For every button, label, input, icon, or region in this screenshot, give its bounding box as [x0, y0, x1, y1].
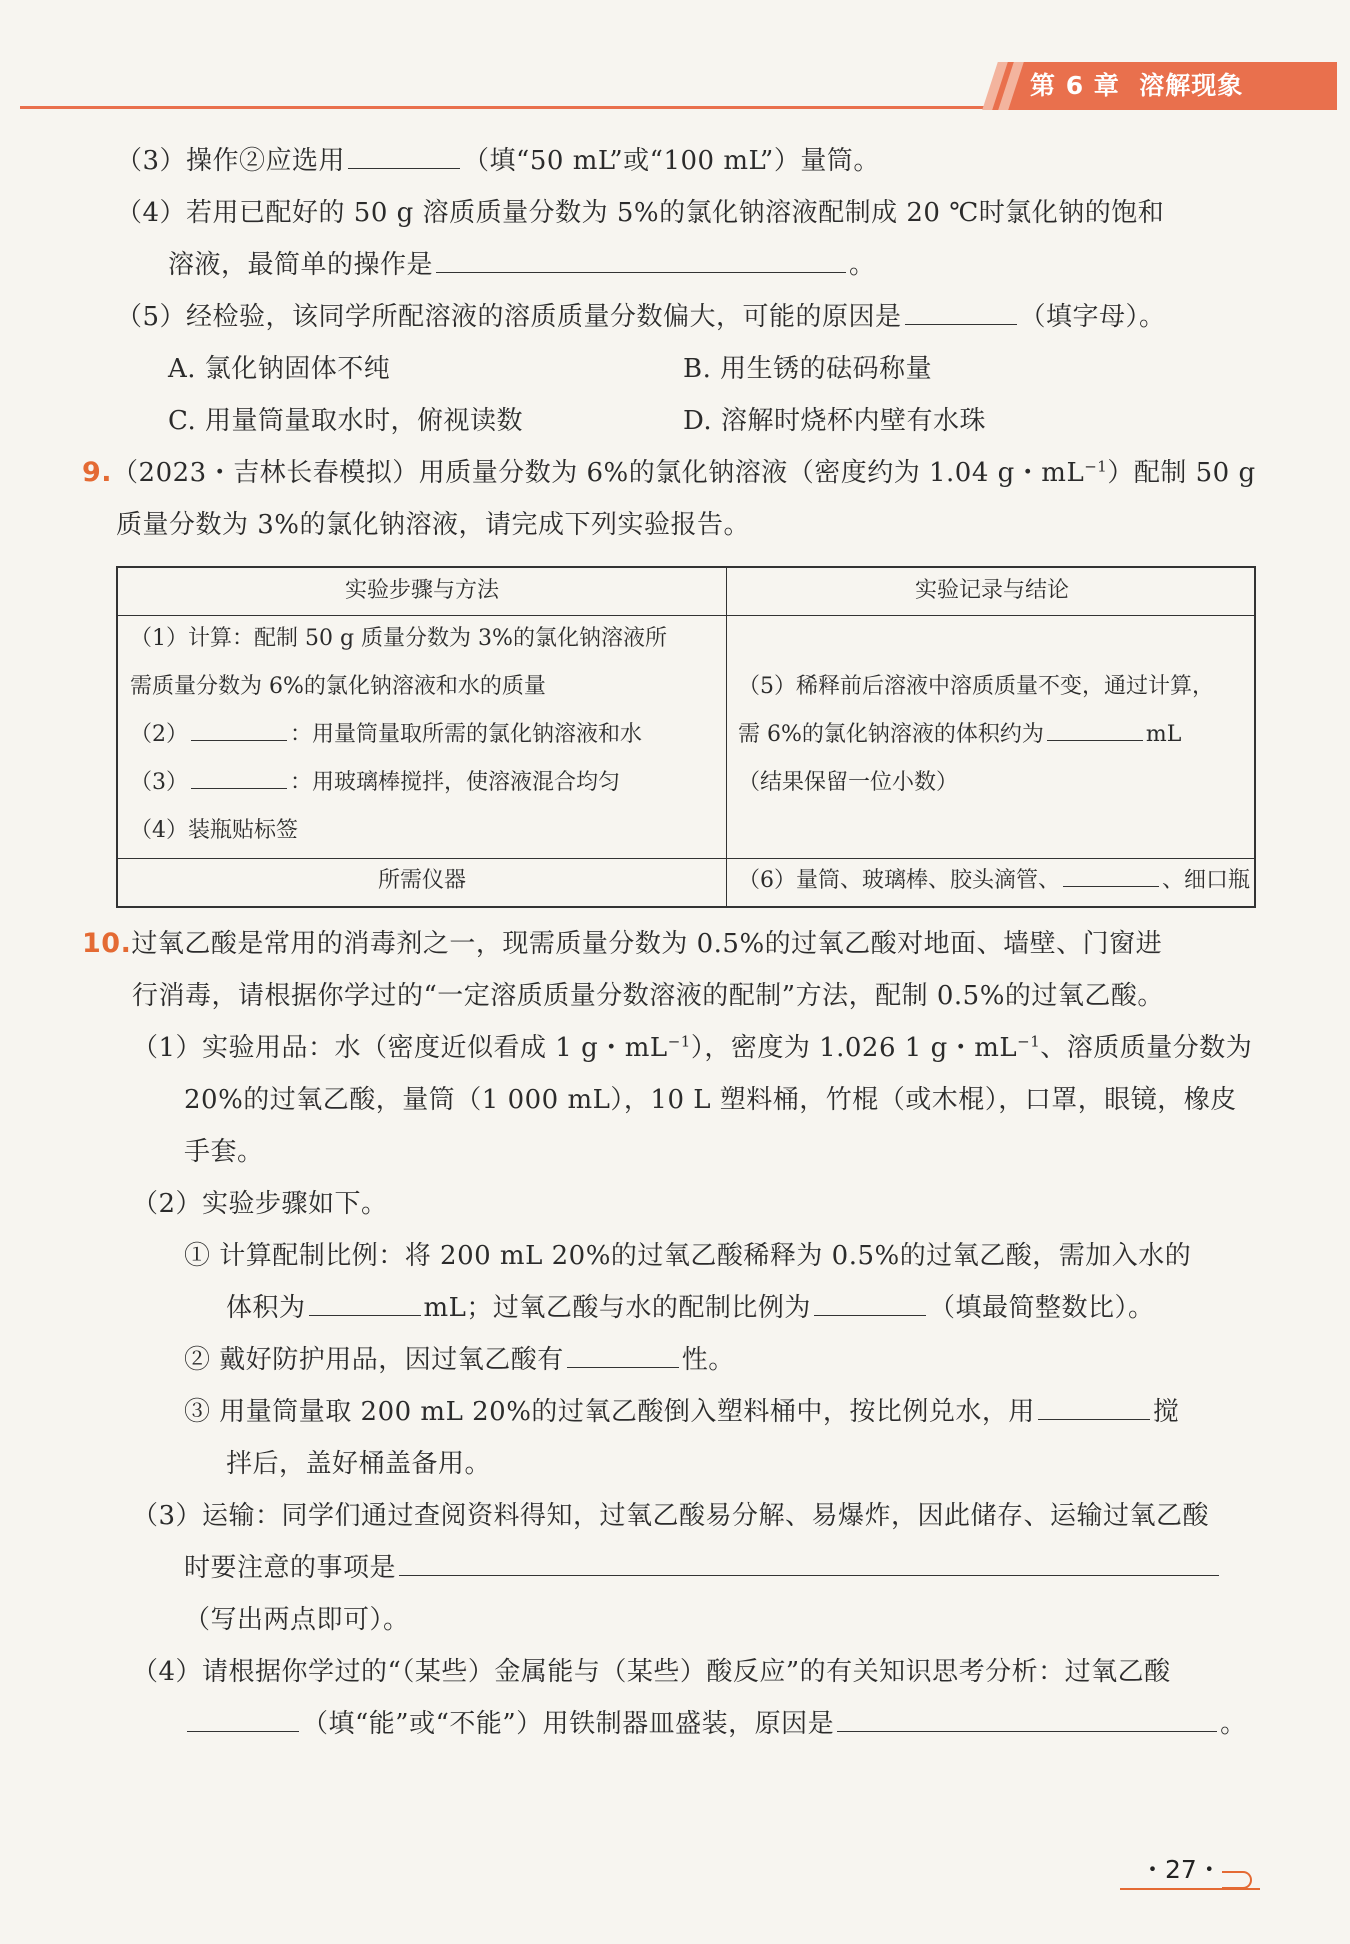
q10-step2: ② 戴好防护用品，因过氧乙酸有 性。: [184, 1345, 735, 1375]
answer-blank[interactable]: [348, 144, 460, 169]
table-header-records: 实验记录与结论: [914, 578, 1069, 603]
q8-part3: （3）操作②应选用 （填“50 mL”或“100 mL”）量筒。: [116, 146, 880, 176]
record-5-line1: （5）稀释前后溶液中溶质质量不变，通过计算，: [738, 674, 1214, 699]
question-number: 9.: [82, 457, 113, 488]
q10-step3-line2: 拌后，盖好桶盖备用。: [226, 1449, 492, 1479]
step-3: （3） ：用玻璃棒搅拌，使溶液混合均匀: [130, 770, 621, 795]
q8-part4-line1: （4）若用已配好的 50 g 溶质质量分数为 5%的氯化钠溶液配制成 20 ℃时氯化钠的饱和: [116, 198, 1165, 228]
answer-blank[interactable]: [814, 1291, 926, 1316]
chapter-number: 第 6 章: [1030, 71, 1120, 100]
q10-step1-line2: 体积为 mL；过氧乙酸与水的配制比例为 （填最简整数比）。: [226, 1293, 1155, 1323]
chapter-title: [1030, 68, 1243, 104]
step-1-line2: 需质量分数为 6%的氯化钠溶液和水的质量: [130, 674, 546, 699]
q10-part3-line3: （写出两点即可）。: [184, 1605, 410, 1635]
required-instruments-label: 所需仪器: [377, 868, 466, 893]
experiment-report-table: [116, 566, 1256, 908]
answer-blank[interactable]: [436, 248, 846, 273]
q9-line2: 质量分数为 3%的氯化钠溶液，请完成下列实验报告。: [116, 510, 751, 540]
option-d: D. 溶解时烧杯内壁有水珠: [683, 406, 986, 436]
answer-blank[interactable]: [187, 1707, 299, 1732]
q10-part4-line1: （4）请根据你学过的“（某些）金属能与（某些）酸反应”的有关知识思考分析：过氧乙酸: [132, 1657, 1171, 1687]
answer-blank[interactable]: [1047, 720, 1143, 741]
option-b: B. 用生锈的砝码称量: [683, 354, 933, 384]
answer-blank[interactable]: [191, 720, 287, 741]
q9-line1: 9.（2023・吉林长春模拟）用质量分数为 6%的氯化钠溶液（密度约为 1.04 g・$mL^{-1}$）配制 50 g: [82, 457, 1256, 488]
q10-step1-line1: ① 计算配制比例：将 200 mL 20%的过氧乙酸稀释为 0.5%的过氧乙酸，需加入水的: [184, 1241, 1192, 1271]
record-5-line3: （结果保留一位小数）: [738, 770, 959, 795]
q10-part1-line1: （1）实验用品：水（密度近似看成 1 g・$mL^{-1}$），密度为 1.026 1 g・$mL^{-1}$、溶质质量分数为: [132, 1032, 1253, 1063]
answer-blank[interactable]: [1063, 866, 1159, 887]
q8-part4-line2: 溶液，最简单的操作是 。: [168, 250, 876, 280]
chapter-name: 溶解现象: [1139, 71, 1244, 100]
q8-part5: （5）经检验，该同学所配溶液的溶质质量分数偏大，可能的原因是 （填字母）。: [116, 302, 1166, 332]
page-number: ・27・: [1140, 1855, 1222, 1884]
answer-blank[interactable]: [905, 300, 1017, 325]
record-5-line2: 需 6%的氯化钠溶液的体积约为 mL: [738, 722, 1182, 747]
q10-part4-line2: （填“能”或“不能”）用铁制器皿盛装，原因是 。: [184, 1707, 1247, 1741]
step-4: （4）装瓶贴标签: [130, 818, 298, 843]
step-1-line1: （1）计算：配制 50 g 质量分数为 3%的氯化钠溶液所: [130, 626, 667, 651]
q10-part2: （2）实验步骤如下。: [132, 1189, 388, 1219]
answer-blank[interactable]: [399, 1551, 1219, 1576]
table-header-steps: 实验步骤与方法: [344, 578, 499, 603]
question-number: 10.: [82, 928, 132, 959]
option-a: A. 氯化钠固体不纯: [168, 354, 391, 384]
q10-part3-line1: （3）运输：同学们通过查阅资料得知，过氧乙酸易分解、易爆炸，因此储存、运输过氧乙酸: [132, 1501, 1210, 1531]
record-6: （6）量筒、玻璃棒、胶头滴管、 、细口瓶: [738, 868, 1251, 893]
answer-blank[interactable]: [191, 768, 287, 789]
answer-blank[interactable]: [837, 1707, 1217, 1732]
answer-blank[interactable]: [567, 1343, 679, 1368]
step-2: （2） ：用量筒量取所需的氯化钠溶液和水: [130, 722, 643, 747]
q10-intro-line1: 10.过氧乙酸是常用的消毒剂之一，现需质量分数为 0.5%的过氧乙酸对地面、墙壁、门窗进: [82, 928, 1163, 959]
answer-blank[interactable]: [1038, 1395, 1150, 1420]
page-arrow-icon: [1222, 1871, 1252, 1889]
q10-part1-line3: 手套。: [184, 1137, 264, 1167]
q10-part1-line2: 20%的过氧乙酸，量筒（1 000 mL），10 L 塑料桶，竹棍（或木棍），口罩，眼镜，橡皮: [184, 1085, 1237, 1115]
q10-intro-line2: 行消毒，请根据你学过的“一定溶质质量分数溶液的配制”方法，配制 0.5%的过氧乙酸。: [132, 981, 1164, 1011]
q10-part3-line2: 时要注意的事项是: [184, 1551, 1222, 1585]
option-c: C. 用量筒量取水时，俯视读数: [168, 406, 523, 436]
answer-blank[interactable]: [309, 1291, 421, 1316]
q10-step3-line1: ③ 用量筒量取 200 mL 20%的过氧乙酸倒入塑料桶中，按比例兑水，用 搅: [184, 1397, 1180, 1427]
